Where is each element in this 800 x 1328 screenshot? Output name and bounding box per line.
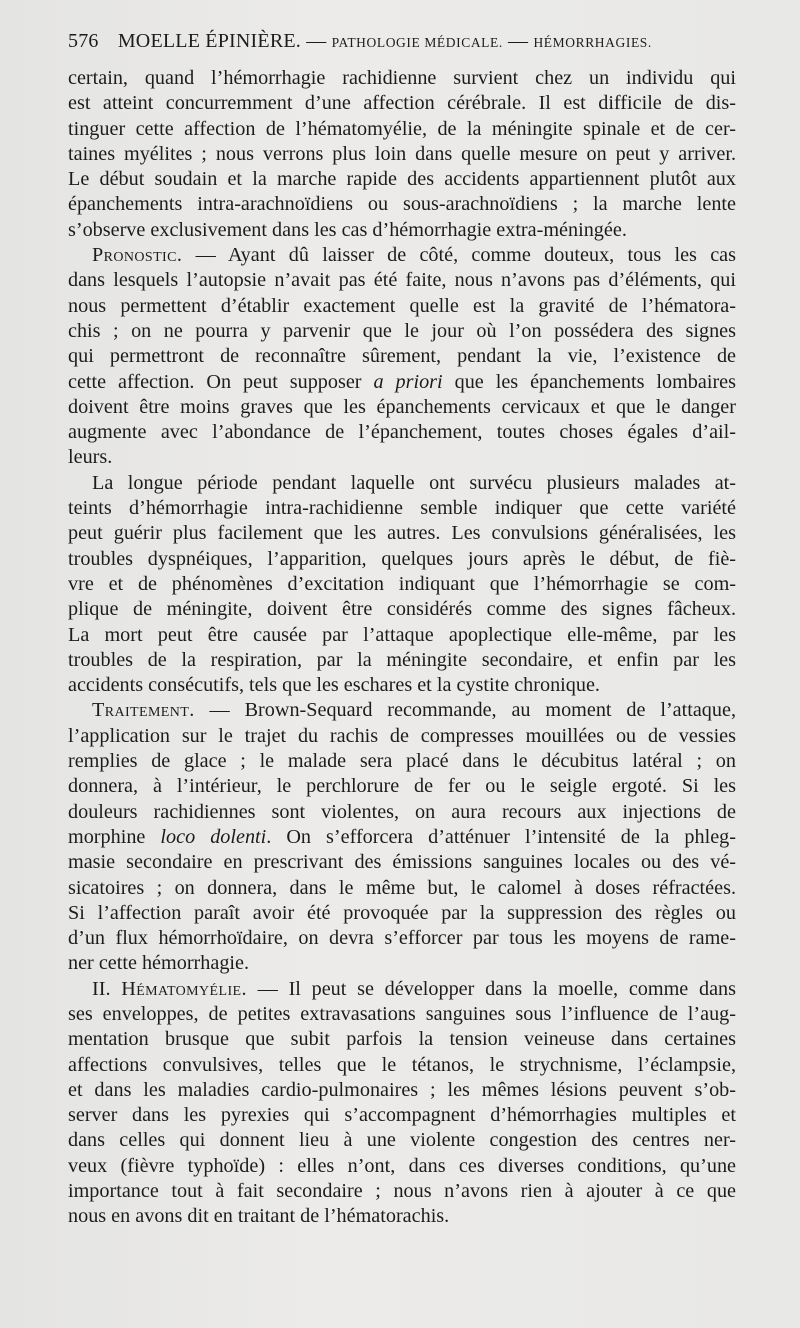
text-line	[68, 370, 736, 395]
text-run: que les épanchements lombaires	[442, 370, 736, 393]
text-line: peut guérir plus facilement que les autres. Les convulsions généralisées, les	[68, 522, 736, 545]
section-heading-hematomyelie: Hématomyélie.	[121, 977, 247, 1000]
italic-term: a priori	[373, 370, 443, 393]
text-line: plique de méningite, doivent être considérés comme des signes fâcheux.	[68, 598, 736, 621]
header-dash: —	[306, 30, 327, 52]
text-line: nous permettent d’établir exactement quelle est la gravité de l’hématora-	[68, 294, 736, 317]
text-line: La longue période pendant laquelle ont survécu plusieurs malades at-	[92, 471, 736, 494]
text-line: ner cette hémorrhagie.	[68, 952, 250, 975]
text-line: troubles de la respiration, par la méningite secondaire, et enfin par les	[68, 648, 736, 671]
text-run: — Ayant dû laisser de côté, comme douteux, tous les cas	[182, 244, 736, 267]
section-heading-traitement: Traitement.	[92, 699, 195, 722]
text-line: nous en avons dit en traitant de l’hématorachis.	[68, 1205, 450, 1228]
traitement-first-line	[68, 698, 736, 723]
text-line: donnera, à l’intérieur, le perchlorure de fer ou le seigle ergoté. Si les	[68, 775, 736, 798]
text-line	[68, 825, 736, 850]
topic-title: HÉMORRHAGIES.	[533, 35, 652, 50]
hematomyelie-first-line	[68, 977, 736, 1002]
text-line: accidents consécutifs, tels que les eschares et la cystite chronique.	[68, 674, 600, 697]
text-run: — Il peut se développer dans la moelle, comme dans	[246, 977, 736, 1000]
text-line: importance tout à fait secondaire ; nous n’avons rien à ajouter à ce que	[68, 1180, 736, 1203]
text-line: server dans les pyrexies qui s’accompagnent d’hémorrhagies multiples et	[68, 1104, 736, 1127]
text-line: dans lesquels l’autopsie n’avait pas été faite, nous n’avons pas d’éléments, qui	[68, 269, 736, 292]
text-line: Si l’affection paraît avoir été provoquée par la suppression des règles ou	[68, 901, 736, 924]
text-line: teints d’hémorrhagie intra-rachidienne semble indiquer que cette variété	[68, 497, 736, 520]
italic-term: loco dolenti	[160, 825, 267, 848]
text-line: veux (fièvre typhoïde) : elles n’ont, dans ces diverses conditions, qu’une	[68, 1154, 736, 1177]
text-line: augmente avec l’abondance de l’épanchement, toutes choses égales d’ail-	[68, 421, 736, 444]
text-line: sicatoires ; on donnera, dans le même but, le calomel à doses réfractées.	[68, 876, 736, 899]
text-line: affections convulsives, telles que le tétanos, le strychnisme, l’éclampsie,	[68, 1053, 736, 1076]
text-line: ses enveloppes, de petites extravasations sanguines sous l’influence de l’aug-	[68, 1002, 736, 1025]
text-line: dans celles qui donnent lieu à une violente congestion des centres ner-	[68, 1129, 736, 1152]
text-run: morphine	[68, 825, 161, 848]
text-line: taines myélites ; nous verrons plus loin dans quelle mesure on peut y arriver.	[68, 142, 736, 165]
text-line: La mort peut être causée par l’attaque apoplectique elle-même, par les	[68, 623, 736, 646]
text-line: vre et de phénomènes d’excitation indiquant que l’hémorrhagie se com-	[68, 572, 736, 595]
page-body	[68, 66, 736, 1230]
header-dash: —	[508, 30, 529, 52]
section-title: PATHOLOGIE MÉDICALE.	[331, 35, 503, 50]
text-run: — Brown-Sequard recommande, au moment de l’attaque,	[194, 699, 736, 722]
text-line: certain, quand l’hémorrhagie rachidienne survient chez un individu qui	[68, 67, 736, 89]
text-run: . On s’efforcera d’atténuer l’intensité de la phleg-	[266, 825, 736, 848]
text-line: Le début soudain et la marche rapide des accidents appartiennent plutôt aux	[68, 168, 736, 191]
text-line: qui permettront de reconnaître sûrement, pendant la vie, l’existence de	[68, 345, 736, 368]
running-header	[68, 30, 736, 53]
book-title: MOELLE ÉPINIÈRE.	[117, 30, 301, 52]
text-line: chis ; on ne pourra y parvenir que le jour où l’on possédera des signes	[68, 319, 736, 342]
text-line: masie secondaire en prescrivant des émissions sanguines locales ou des vé-	[68, 851, 736, 874]
text-line: troubles dyspnéiques, l’apparition, quelques jours après le début, de fiè-	[68, 547, 736, 570]
text-line: tinguer cette affection de l’hématomyélie, de la méningite spinale et de cer-	[68, 117, 736, 140]
text-line: s’observe exclusivement dans les cas d’hémorrhagie extra-méningée.	[68, 218, 627, 241]
text-line: l’application sur le trajet du rachis de compresses mouillées ou de vessies	[68, 724, 736, 747]
text-line: est atteint concurremment d’une affection cérébrale. Il est difficile de dis-	[68, 92, 736, 115]
text-line: leurs.	[68, 446, 113, 469]
text-line: doivent être moins graves que les épanchements cervicaux et que le danger	[68, 395, 736, 418]
text-line: et dans les maladies cardio-pulmonaires ; les mêmes lésions peuvent s’ob-	[68, 1078, 736, 1101]
page-number: 576	[68, 30, 99, 52]
text-line: mentation brusque que subit parfois la tension veineuse dans certaines	[68, 1028, 736, 1051]
text-line: remplies de glace ; le malade sera placé dans le décubitus latéral ; on	[68, 750, 736, 773]
section-numeral: II.	[92, 977, 122, 1000]
text-line: douleurs rachidiennes sont violentes, on aura recours aux injections de	[68, 800, 736, 823]
section-heading-pronostic: Pronostic.	[92, 244, 183, 267]
text-line: d’un flux hémorrhoïdaire, on devra s’efforcer par tous les moyens de rame-	[68, 927, 736, 950]
text-run: cette affection. On peut supposer	[68, 370, 374, 393]
text-line: épanchements intra-arachnoïdiens ou sous-arachnoïdiens ; la marche lente	[68, 193, 736, 216]
pronostic-first-line	[68, 243, 736, 268]
